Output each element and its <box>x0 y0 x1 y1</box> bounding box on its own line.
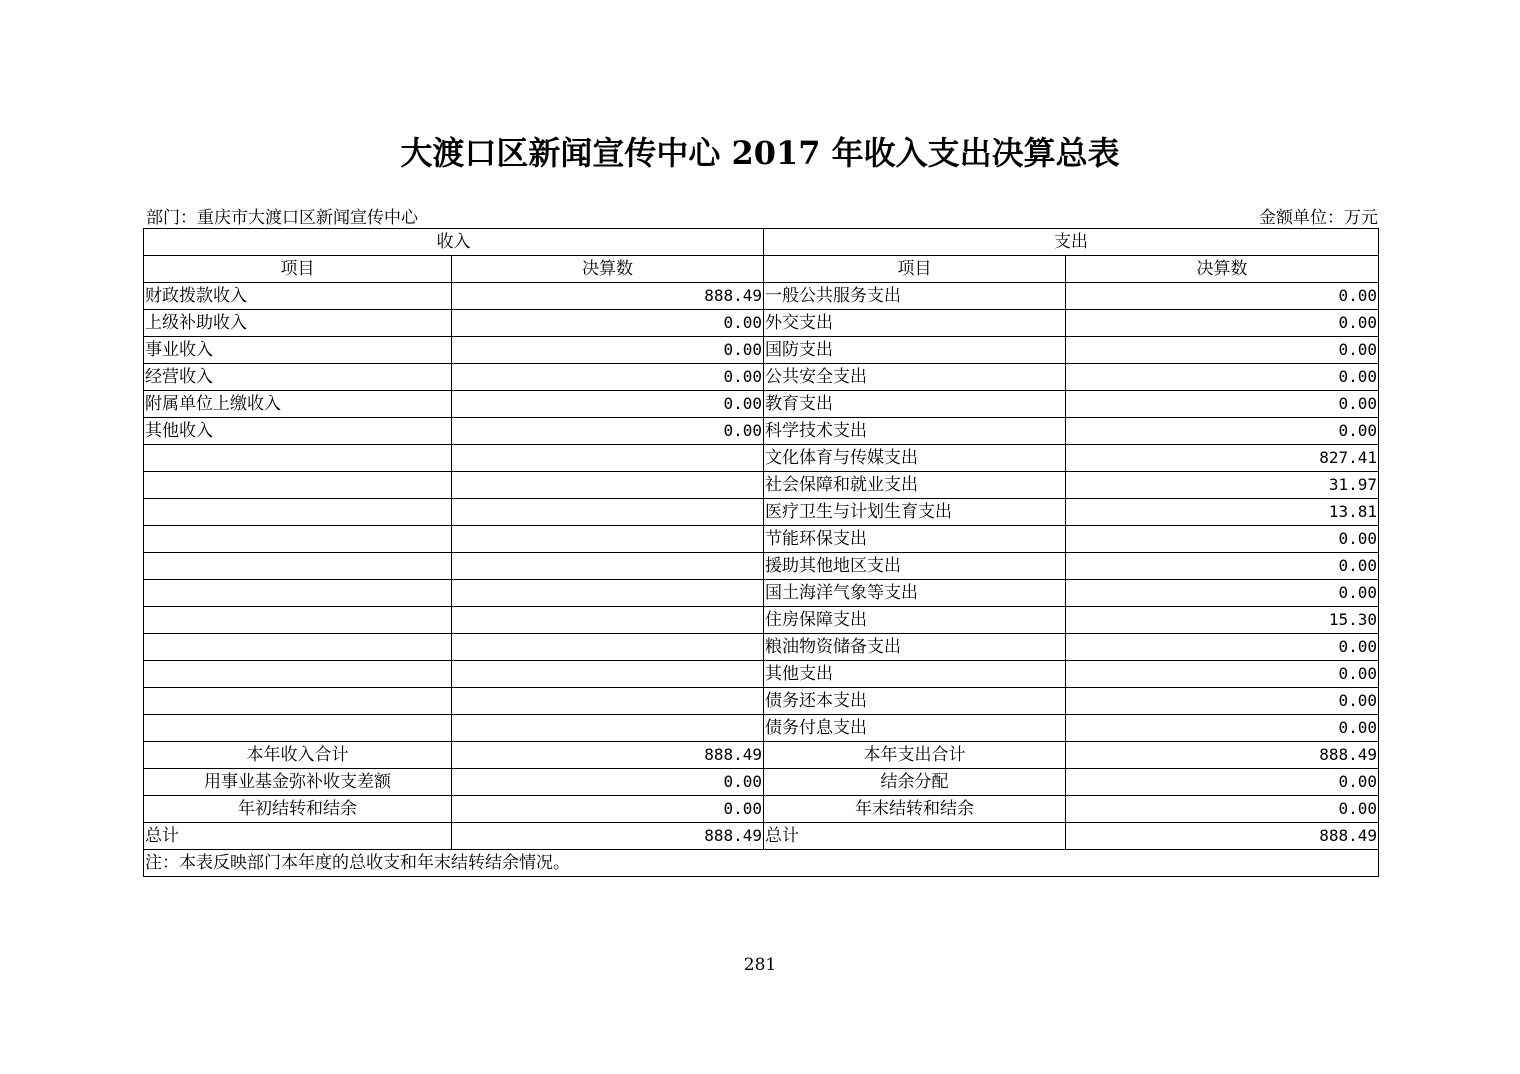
income-item-header: 项目 <box>144 256 452 283</box>
income-item-cell <box>144 580 452 607</box>
table-row <box>144 418 1379 445</box>
expense-item-header: 项目 <box>764 256 1066 283</box>
income-item-cell: 年初结转和结余 <box>144 796 452 823</box>
income-amount-cell <box>452 661 764 688</box>
expense-amount-cell: 13.81 <box>1066 499 1379 526</box>
note-row <box>144 850 1379 877</box>
table-row <box>144 391 1379 418</box>
expense-item-cell: 其他支出 <box>764 661 1066 688</box>
expense-item-cell: 债务还本支出 <box>764 688 1066 715</box>
income-amount-header: 决算数 <box>452 256 764 283</box>
income-amount-cell: 0.00 <box>452 418 764 445</box>
table-row <box>144 499 1379 526</box>
income-item-cell: 总计 <box>144 823 452 850</box>
income-amount-cell <box>452 607 764 634</box>
table-row <box>144 310 1379 337</box>
table-row <box>144 715 1379 742</box>
expense-item-cell: 一般公共服务支出 <box>764 283 1066 310</box>
expense-item-cell: 医疗卫生与计划生育支出 <box>764 499 1066 526</box>
page-title: 大渡口区新闻宣传中心 2017 年收入支出决算总表 <box>400 134 1120 172</box>
expense-item-cell: 社会保障和就业支出 <box>764 472 1066 499</box>
table-row <box>144 364 1379 391</box>
expense-amount-cell: 0.00 <box>1066 310 1379 337</box>
expense-amount-cell: 0.00 <box>1066 391 1379 418</box>
income-item-cell <box>144 553 452 580</box>
table-row <box>144 445 1379 472</box>
expense-amount-cell: 888.49 <box>1066 823 1379 850</box>
expense-amount-header: 决算数 <box>1066 256 1379 283</box>
expense-item-cell: 国土海洋气象等支出 <box>764 580 1066 607</box>
table-row <box>144 661 1379 688</box>
income-amount-cell <box>452 715 764 742</box>
income-item-cell: 其他收入 <box>144 418 452 445</box>
department-label: 部门：重庆市大渡口区新闻宣传中心 <box>146 208 418 228</box>
income-amount-cell: 0.00 <box>452 391 764 418</box>
expense-amount-cell: 31.97 <box>1066 472 1379 499</box>
income-item-cell <box>144 499 452 526</box>
expense-item-cell: 科学技术支出 <box>764 418 1066 445</box>
expense-item-cell: 教育支出 <box>764 391 1066 418</box>
expense-amount-cell: 0.00 <box>1066 634 1379 661</box>
expense-header: 支出 <box>764 229 1379 256</box>
expense-amount-cell: 827.41 <box>1066 445 1379 472</box>
expense-item-cell: 债务付息支出 <box>764 715 1066 742</box>
table-row <box>144 607 1379 634</box>
income-item-cell <box>144 607 452 634</box>
expense-item-cell: 国防支出 <box>764 337 1066 364</box>
table-row <box>144 283 1379 310</box>
income-amount-cell: 0.00 <box>452 769 764 796</box>
income-amount-cell <box>452 553 764 580</box>
income-amount-cell: 0.00 <box>452 310 764 337</box>
expense-amount-cell: 0.00 <box>1066 661 1379 688</box>
income-item-cell: 上级补助收入 <box>144 310 452 337</box>
income-amount-cell: 888.49 <box>452 742 764 769</box>
expense-amount-cell: 0.00 <box>1066 418 1379 445</box>
expense-item-cell: 年末结转和结余 <box>764 796 1066 823</box>
table-note: 注：本表反映部门本年度的总收支和年末结转结余情况。 <box>144 850 1379 877</box>
expense-item-cell: 结余分配 <box>764 769 1066 796</box>
income-item-cell: 经营收入 <box>144 364 452 391</box>
table-row <box>144 688 1379 715</box>
expense-amount-cell: 0.00 <box>1066 553 1379 580</box>
expense-amount-cell: 15.30 <box>1066 607 1379 634</box>
total-row <box>144 823 1379 850</box>
income-amount-cell: 888.49 <box>452 283 764 310</box>
table-row <box>144 337 1379 364</box>
income-item-cell <box>144 715 452 742</box>
expense-item-cell: 公共安全支出 <box>764 364 1066 391</box>
expense-amount-cell: 0.00 <box>1066 364 1379 391</box>
header-row-sections <box>144 229 1379 256</box>
table-row <box>144 580 1379 607</box>
income-item-cell <box>144 445 452 472</box>
income-item-cell: 用事业基金弥补收支差额 <box>144 769 452 796</box>
budget-table <box>143 228 1379 877</box>
income-amount-cell: 0.00 <box>452 364 764 391</box>
expense-amount-cell: 0.00 <box>1066 526 1379 553</box>
summary-row <box>144 769 1379 796</box>
income-item-cell <box>144 526 452 553</box>
income-item-cell <box>144 661 452 688</box>
expense-amount-cell: 0.00 <box>1066 796 1379 823</box>
income-item-cell: 事业收入 <box>144 337 452 364</box>
unit-label: 金额单位：万元 <box>1259 208 1378 228</box>
table-row <box>144 472 1379 499</box>
expense-amount-cell: 0.00 <box>1066 715 1379 742</box>
income-amount-cell <box>452 634 764 661</box>
income-item-cell <box>144 634 452 661</box>
income-amount-cell: 0.00 <box>452 796 764 823</box>
summary-row <box>144 742 1379 769</box>
expense-item-cell: 本年支出合计 <box>764 742 1066 769</box>
expense-item-cell: 粮油物资储备支出 <box>764 634 1066 661</box>
page-number: 281 <box>743 955 777 975</box>
income-amount-cell <box>452 526 764 553</box>
expense-item-cell: 总计 <box>764 823 1066 850</box>
expense-item-cell: 文化体育与传媒支出 <box>764 445 1066 472</box>
expense-item-cell: 住房保障支出 <box>764 607 1066 634</box>
expense-amount-cell: 0.00 <box>1066 337 1379 364</box>
income-item-cell: 财政拨款收入 <box>144 283 452 310</box>
expense-amount-cell: 888.49 <box>1066 742 1379 769</box>
summary-row <box>144 796 1379 823</box>
header-row-columns <box>144 256 1379 283</box>
expense-item-cell: 外交支出 <box>764 310 1066 337</box>
expense-amount-cell: 0.00 <box>1066 769 1379 796</box>
income-item-cell: 本年收入合计 <box>144 742 452 769</box>
income-header: 收入 <box>144 229 764 256</box>
income-item-cell <box>144 472 452 499</box>
income-amount-cell: 0.00 <box>452 337 764 364</box>
income-amount-cell <box>452 688 764 715</box>
table-meta <box>144 203 1378 227</box>
income-amount-cell <box>452 445 764 472</box>
table-row <box>144 553 1379 580</box>
income-item-cell: 附属单位上缴收入 <box>144 391 452 418</box>
expense-item-cell: 援助其他地区支出 <box>764 553 1066 580</box>
income-amount-cell <box>452 580 764 607</box>
expense-amount-cell: 0.00 <box>1066 580 1379 607</box>
expense-amount-cell: 0.00 <box>1066 688 1379 715</box>
expense-amount-cell: 0.00 <box>1066 283 1379 310</box>
income-amount-cell <box>452 472 764 499</box>
income-amount-cell <box>452 499 764 526</box>
table-row <box>144 634 1379 661</box>
expense-item-cell: 节能环保支出 <box>764 526 1066 553</box>
table-row <box>144 526 1379 553</box>
income-item-cell <box>144 688 452 715</box>
income-amount-cell: 888.49 <box>452 823 764 850</box>
